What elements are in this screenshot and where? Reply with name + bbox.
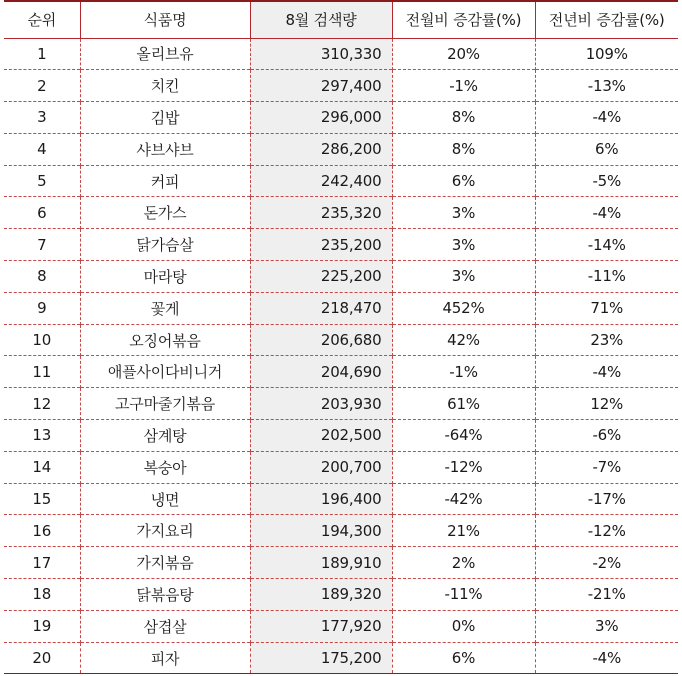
yoy-change-cell: 12%: [535, 388, 678, 420]
rank-cell: 10: [32, 331, 52, 350]
yoy-change-cell: -7%: [535, 451, 678, 483]
yoy-change-cell: -13%: [535, 70, 678, 102]
table-row: [4, 70, 678, 102]
yoy-change-cell: -14%: [535, 229, 678, 261]
table-row: [4, 420, 678, 452]
rank-cell: 3: [37, 108, 47, 127]
yoy-change-cell: 109%: [535, 38, 678, 70]
table-row: [4, 515, 678, 547]
table-row: [4, 356, 678, 388]
rank-cell: 13: [32, 426, 52, 445]
mom-change-cell: 0%: [392, 610, 535, 642]
mom-change-cell: -11%: [392, 579, 535, 611]
food-name-cell: 마라탕: [80, 261, 250, 293]
yoy-change-cell: 23%: [535, 324, 678, 356]
food-name-cell: 오징어볶음: [80, 324, 250, 356]
mom-change-cell: 42%: [392, 324, 535, 356]
table-row: [4, 102, 678, 134]
yoy-change-cell: 3%: [535, 610, 678, 642]
mom-change-cell: 3%: [392, 197, 535, 229]
search-volume-cell: 286,200: [250, 133, 392, 165]
search-volume-cell: 202,500: [250, 420, 392, 452]
mom-change-cell: 452%: [392, 292, 535, 324]
header-search-volume: 8월 검색량: [250, 1, 392, 38]
search-volume-cell: 218,470: [250, 292, 392, 324]
table-header: [4, 1, 678, 38]
rank-cell: 2: [37, 76, 47, 95]
yoy-change-cell: -11%: [535, 261, 678, 293]
table-row: [4, 483, 678, 515]
table-row: [4, 229, 678, 261]
mom-change-cell: 61%: [392, 388, 535, 420]
food-name-cell: 돈가스: [80, 197, 250, 229]
mom-change-cell: -64%: [392, 420, 535, 452]
header-yoy-change: 전년비 증감률(%): [535, 1, 678, 38]
table-body: [4, 38, 678, 674]
search-volume-cell: 235,200: [250, 229, 392, 261]
yoy-change-cell: -4%: [535, 102, 678, 134]
yoy-change-cell: 71%: [535, 292, 678, 324]
food-name-cell: 가지볶음: [80, 547, 250, 579]
mom-change-cell: -1%: [392, 70, 535, 102]
yoy-change-cell: -17%: [535, 483, 678, 515]
search-volume-cell: 200,700: [250, 451, 392, 483]
food-name-cell: 치킨: [80, 70, 250, 102]
mom-change-cell: 20%: [392, 38, 535, 70]
food-name-cell: 올리브유: [80, 38, 250, 70]
table-row: [4, 547, 678, 579]
rank-cell: 18: [32, 585, 52, 604]
table-row: [4, 38, 678, 70]
search-volume-cell: 189,320: [250, 579, 392, 611]
rank-cell: 11: [32, 362, 52, 381]
mom-change-cell: 8%: [392, 133, 535, 165]
search-volume-cell: 175,200: [250, 642, 392, 674]
rank-cell: 15: [32, 490, 52, 509]
search-volume-cell: 225,200: [250, 261, 392, 293]
mom-change-cell: 3%: [392, 229, 535, 261]
search-volume-cell: 310,330: [250, 38, 392, 70]
food-name-cell: 피자: [80, 642, 250, 674]
search-volume-cell: 189,910: [250, 547, 392, 579]
food-name-cell: 닭볶음탕: [80, 579, 250, 611]
food-name-cell: 삼계탕: [80, 420, 250, 452]
mom-change-cell: 6%: [392, 642, 535, 674]
table-row: [4, 261, 678, 293]
search-volume-cell: 203,930: [250, 388, 392, 420]
search-volume-cell: 297,400: [250, 70, 392, 102]
rank-cell: 4: [37, 140, 47, 159]
rank-cell: 14: [32, 458, 52, 477]
food-name-cell: 커피: [80, 165, 250, 197]
mom-change-cell: 21%: [392, 515, 535, 547]
yoy-change-cell: -4%: [535, 356, 678, 388]
food-name-cell: 샤브샤브: [80, 133, 250, 165]
mom-change-cell: -1%: [392, 356, 535, 388]
mom-change-cell: 2%: [392, 547, 535, 579]
food-name-cell: 냉면: [80, 483, 250, 515]
yoy-change-cell: -4%: [535, 642, 678, 674]
search-volume-cell: 242,400: [250, 165, 392, 197]
food-name-cell: 삼겹살: [80, 610, 250, 642]
food-name-cell: 고구마줄기볶음: [80, 388, 250, 420]
header-rank: 순위: [27, 11, 57, 30]
yoy-change-cell: -2%: [535, 547, 678, 579]
rank-cell: 9: [37, 299, 47, 318]
table-row: [4, 610, 678, 642]
search-volume-cell: 206,680: [250, 324, 392, 356]
rank-cell: 6: [37, 203, 47, 222]
table-row: [4, 324, 678, 356]
yoy-change-cell: -4%: [535, 197, 678, 229]
yoy-change-cell: -6%: [535, 420, 678, 452]
yoy-change-cell: -12%: [535, 515, 678, 547]
food-name-cell: 애플사이다비니거: [80, 356, 250, 388]
rank-cell: 17: [32, 553, 52, 572]
rank-cell: 12: [32, 394, 52, 413]
mom-change-cell: -12%: [392, 451, 535, 483]
search-volume-cell: 177,920: [250, 610, 392, 642]
rank-cell: 8: [37, 267, 47, 286]
food-name-cell: 꽃게: [80, 292, 250, 324]
table-row: [4, 642, 678, 674]
rank-cell: 16: [32, 521, 52, 540]
rank-cell: 7: [37, 235, 47, 254]
rank-cell: 19: [32, 617, 52, 636]
search-volume-cell: 194,300: [250, 515, 392, 547]
header-food-name: 식품명: [80, 1, 250, 38]
table-row: [4, 388, 678, 420]
food-name-cell: 복숭아: [80, 451, 250, 483]
yoy-change-cell: 6%: [535, 133, 678, 165]
search-volume-table: [4, 0, 678, 674]
search-volume-cell: 204,690: [250, 356, 392, 388]
table-row: [4, 165, 678, 197]
table-row: [4, 579, 678, 611]
table-row: [4, 133, 678, 165]
rank-cell: 5: [37, 172, 47, 191]
header-row: [4, 1, 678, 38]
search-volume-cell: 235,320: [250, 197, 392, 229]
search-volume-cell: 296,000: [250, 102, 392, 134]
search-volume-cell: 196,400: [250, 483, 392, 515]
header-mom-change: 전월비 증감률(%): [392, 1, 535, 38]
yoy-change-cell: -5%: [535, 165, 678, 197]
table-row: [4, 451, 678, 483]
food-name-cell: 닭가슴살: [80, 229, 250, 261]
rank-cell: 20: [32, 649, 52, 668]
food-name-cell: 가지요리: [80, 515, 250, 547]
table-row: [4, 292, 678, 324]
mom-change-cell: 6%: [392, 165, 535, 197]
mom-change-cell: 3%: [392, 261, 535, 293]
rank-cell: 1: [37, 44, 47, 63]
table-row: [4, 197, 678, 229]
mom-change-cell: 8%: [392, 102, 535, 134]
food-name-cell: 김밥: [80, 102, 250, 134]
mom-change-cell: -42%: [392, 483, 535, 515]
yoy-change-cell: -21%: [535, 579, 678, 611]
